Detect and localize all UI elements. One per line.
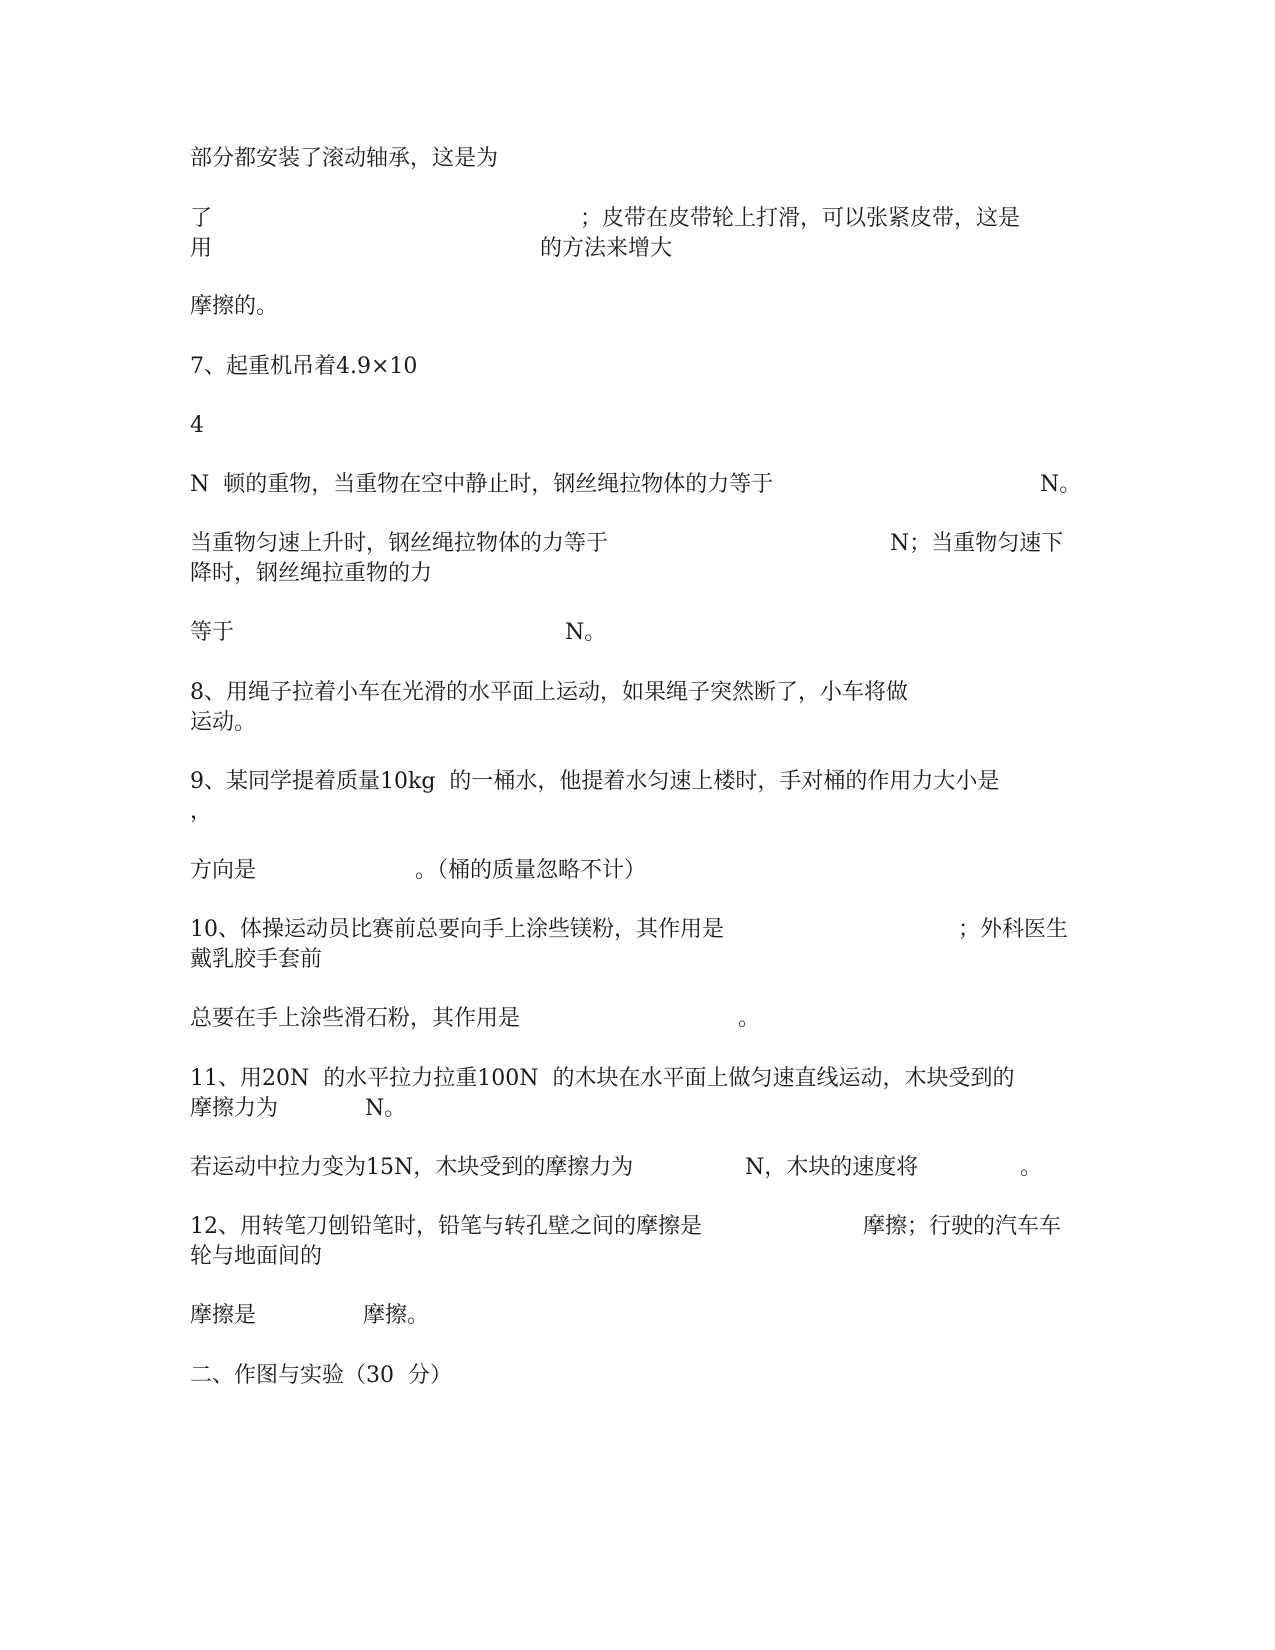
text-line: 方向是 [190,858,257,883]
text-line: 用 [190,236,213,261]
text-line: N，木块的速度将 [745,1155,919,1180]
question-9: 9、某同学提着质量10kg 的一桶水，他提着水匀速上楼时，手对桶的作用力大小是 [190,769,1000,794]
text-line: ；皮带在皮带轮上打滑，可以张紧皮带，这是 [580,206,1021,231]
text-line: 摩擦是 [190,1303,257,1328]
text-line: 等于 [190,620,235,645]
text-line: N。 [1040,472,1082,497]
text-line: N；当重物匀速下 [890,531,1064,556]
text-line: 戴乳胶手套前 [190,947,323,972]
text-line: 摩擦的。 [190,294,279,319]
question-7: 7、起重机吊着4.9×10 [190,354,418,379]
question-10: 10、体操运动员比赛前总要向手上涂些镁粉，其作用是 [190,917,724,942]
question-11: 11、用20N 的水平拉力拉重100N 的木块在水平面上做匀速直线运动，木块受到的 [190,1066,1015,1091]
section-heading: 二、作图与实验（30 分） [190,1363,452,1388]
text-line: 轮与地面间的 [190,1244,323,1269]
text-line: 。（桶的质量忽略不计） [415,858,647,883]
text-line: 部分都安装了滚动轴承，这是为 [190,146,499,171]
text-line: N。 [365,1096,407,1121]
text-line: 了 [190,206,213,231]
text-line: 摩擦。 [363,1303,430,1328]
text-line: 摩擦力为 [190,1096,279,1121]
text-line: ， [190,799,213,824]
text-line: 总要在手上涂些滑石粉，其作用是 [190,1006,521,1031]
text-line: 若运动中拉力变为15N，木块受到的摩擦力为 [190,1155,634,1180]
text-line: 运动。 [190,710,257,735]
text-line: 。 [738,1006,761,1031]
text-line: 的方法来增大 [540,236,673,261]
text-line: N 顿的重物，当重物在空中静止时，钢丝绳拉物体的力等于 [190,472,774,497]
text-line: 当重物匀速上升时，钢丝绳拉物体的力等于 [190,531,609,556]
text-line: N。 [565,620,607,645]
text-line: 摩擦；行驶的汽车车 [863,1214,1062,1239]
question-12: 12、用转笔刀刨铅笔时，铅笔与转孔壁之间的摩擦是 [190,1214,702,1239]
question-8: 8、用绳子拉着小车在光滑的水平面上运动，如果绳子突然断了，小车将做 [190,680,908,705]
text-line: 。 [1020,1155,1043,1180]
exponent-line: 4 [190,413,204,438]
text-line: 降时，钢丝绳拉重物的力 [190,561,433,586]
text-line: ；外科医生 [958,917,1069,942]
